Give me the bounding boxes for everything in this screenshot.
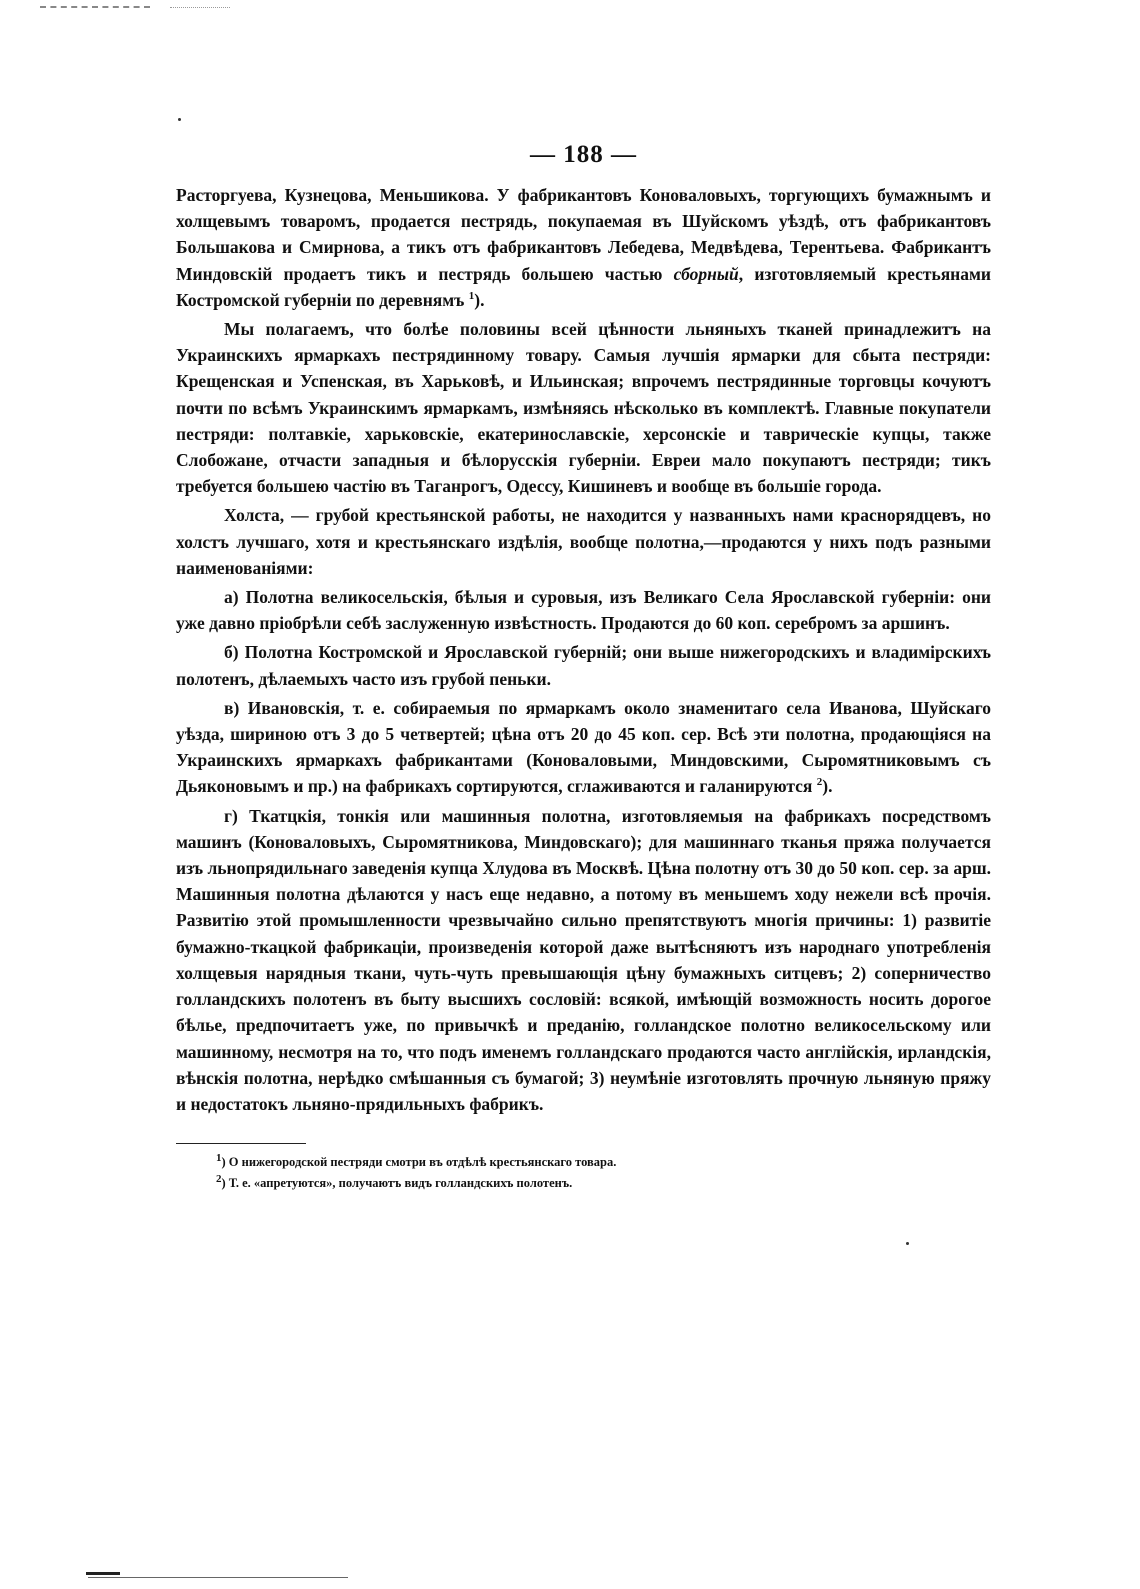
list-item-g: г) Ткатцкія, тонкія или машинныя полотна, изготовляемыя на фабрикахъ посредствомъ машинъ (Коноваловыхъ, Сыромятникова, Миндовскаго); для машиннаго тканья пряжа получается изъ льнопрядильнаго заведенія купца Хлудова въ Москвѣ. Цѣна полотну отъ 30 до 50 коп. сер. за арш. Машинныя полотна дѣлаются у насъ еще недавно, а потому въ меньшемъ ходу нежели всѣ прочія. Развитію этой промышленности чрезвычайно сильно препятствуютъ многія причины: 1) развитіе бумажно-ткацкой фабрикаціи, произведенія которой даже вытѣсняютъ изъ народнаго употребленія холщевыя нарядныя ткани, чуть-чуть превышающія цѣну бумажныхъ ситцевъ; 2) соперничество голландскихъ полотенъ въ быту высшихъ сословій: всякой, имѣющій возможность носить дорогое бѣлье, предпочитаетъ уже, по привычкѣ и преданію, голландское полотно великосельскому или машинному, несмотря на то, что подъ именемъ голландскаго продаются часто англійскія, ирландскія, вѣнскія полотна, нерѣдко смѣшанныя съ бумагой; 3) неумѣніе изготовлять прочную льняную пряжу и недостатокъ льняно-прядильныхъ фабрикъ. (176, 805, 991, 1114)
body-text (176, 182, 991, 1117)
list-item-v-end: ). (822, 776, 833, 797)
footnote-divider (176, 1143, 306, 1144)
paragraph-1 (176, 182, 991, 313)
footnote-2-text: ) Т. е. «апретуются», получаютъ видъ голландскихъ полотенъ. (221, 1176, 573, 1191)
document-page (176, 142, 991, 1194)
footnote-1 (216, 1152, 991, 1173)
scan-edge-mark-top-dotted (170, 7, 230, 8)
paragraph-1-text-cont: , изготовляемый крестьянами Костромской губерніи по деревнямъ (176, 263, 991, 310)
paragraph-1-text: Расторгуева, Кузнецова, Меньшикова. У фабрикантовъ Коноваловыхъ, торгующихъ бумажнымъ и холщевымъ товаромъ, продается пестрядь, покупаемая въ Шуйскомъ уѣздѣ, отъ фабрикантовъ Большакова и Смирнова, а тикъ отъ фабрикантовъ Лебедева, Медвѣдева, Терентьева. Фабрикантъ Миндовскій продаетъ тикъ и пестрядь большею частью (176, 185, 991, 284)
footnote-2 (216, 1173, 991, 1194)
scan-edge-mark-top (40, 6, 150, 8)
list-item-b: б) Полотна Костромской и Ярославской губерній; они выше нижегородскихъ и владимірскихъ полотенъ, дѣлаемыхъ часто изъ грубой пеньки. (176, 642, 991, 689)
paragraph-1-italic-word: сборный (673, 263, 739, 284)
scan-edge-mark-bottom (88, 1577, 348, 1578)
paragraph-3: Холста, — грубой крестьянской работы, не находится у названныхъ нами краснорядцевъ, но холстъ лучшаго, хотя и крестьянскаго издѣлія, вообще полотна,—продаются у нихъ подъ разными наименованіями: (176, 505, 991, 578)
paragraph-1-end: ). (474, 289, 485, 310)
footnote-2-marker: 2 (216, 1172, 222, 1185)
footnotes (176, 1152, 991, 1194)
footnote-ref-2: 2 (816, 776, 823, 789)
scan-edge-mark-bottom-thick (86, 1572, 120, 1575)
footnote-1-text: ) О нижегородской пестряди смотри въ отдѣлѣ крестьянскаго товара. (221, 1155, 617, 1170)
list-item-v-text: в) Ивановскія, т. е. собираемыя по ярмаркамъ около знаменитаго села Иванова, Шуйскаго уѣзда, шириною отъ 3 до 5 четвертей; цѣна отъ 20 до 45 коп. сер. Всѣ эти полотна, продающіяся на Украинскихъ ярмаркахъ фабрикантами (Коноваловыми, Миндовскими, Сыромятниковымъ съ Дьяконовымъ и пр.) на фабрикахъ сортируются, сглаживаются и галанируются (176, 697, 991, 797)
scan-speck (906, 1242, 909, 1245)
footnote-ref-1: 1 (468, 289, 475, 302)
footnote-1-marker: 1 (216, 1151, 222, 1164)
paragraph-2: Мы полагаемъ, что болѣе половины всей цѣнности льняныхъ тканей принадлежитъ на Украинскихъ ярмаркахъ пестрядинному товару. Самыя лучшія ярмарки для сбыта пестряди: Крещенская и Успенская, въ Харьковѣ, и Ильинская; впрочемъ пестрядинные торговцы кочуютъ почти по всѣмъ Украинскимъ ярмаркамъ, измѣняясь нѣсколько въ комплектѣ. Главные покупатели пестряди: полтавкіе, харьковскіе, екатеринославскіе, херсонскіе и таврическіе купцы, также Слобожане, отчасти западныя и бѣлорусскія губерніи. Евреи мало покупаютъ пестряди; тикъ требуется большею частію въ Таганрогъ, Одессу, Кишиневъ и вообще въ большіе города. (176, 319, 991, 497)
list-item-a: а) Полотна великосельскія, бѣлыя и суровыя, изъ Великаго Села Ярославской губерніи: они уже давно пріобрѣли себѣ заслуженную извѣстность. Продаются до 60 коп. серебромъ за аршинъ. (176, 587, 991, 634)
page-number: — 188 — (530, 141, 637, 168)
scan-speck (178, 118, 181, 121)
list-item-v (176, 695, 991, 800)
